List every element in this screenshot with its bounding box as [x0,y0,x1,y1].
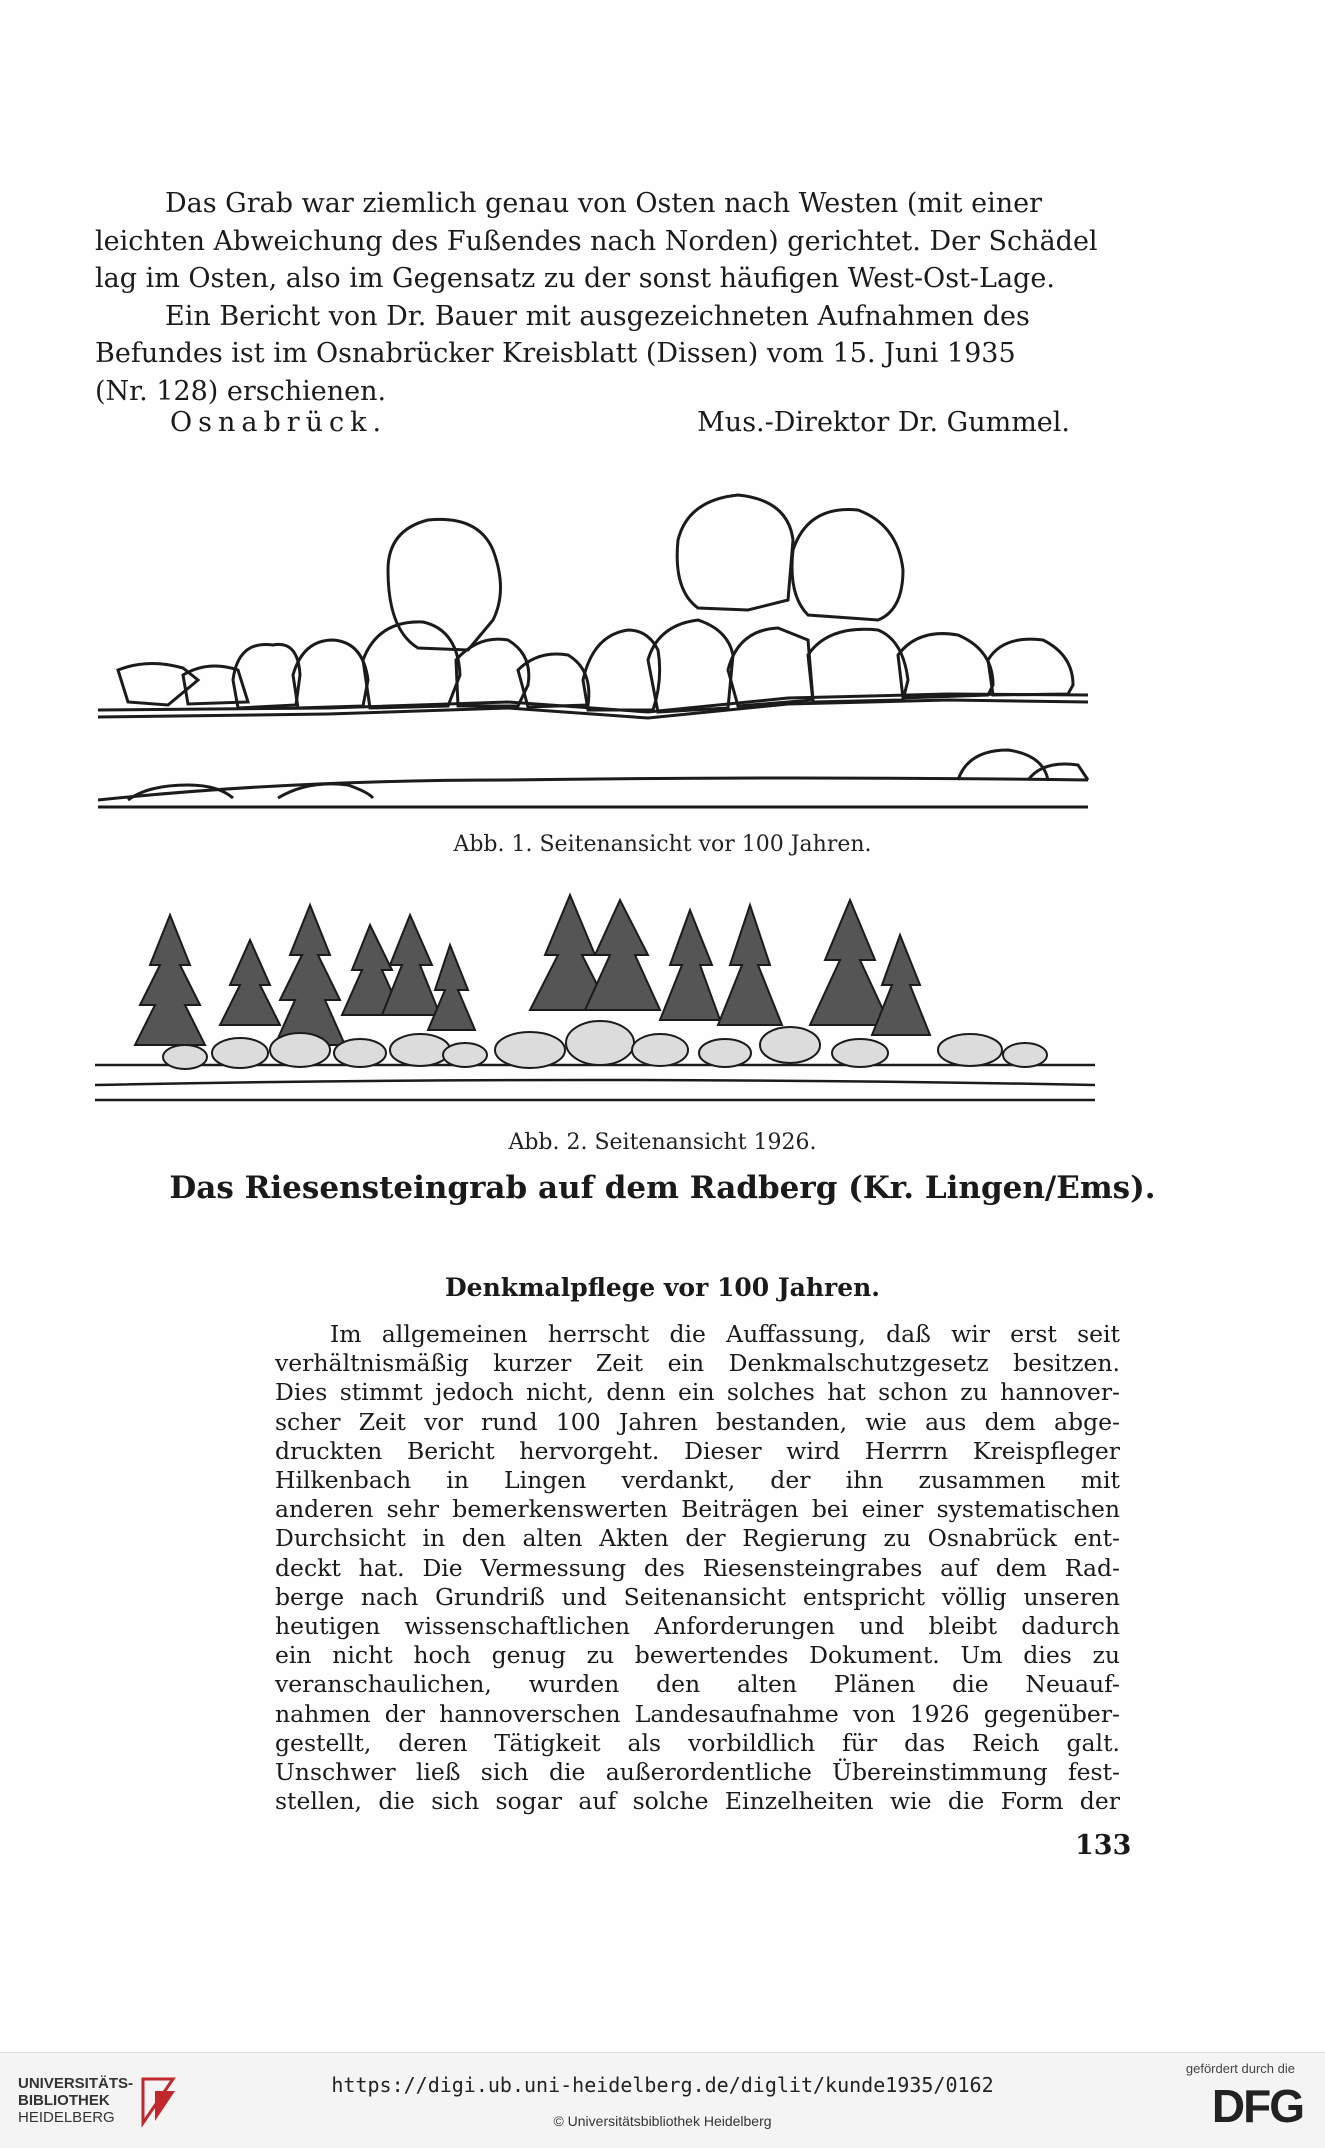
text-line: Unschwer ließ sich die außerordentliche Übereinstimmung fest- [275,1758,1120,1787]
body-paragraph [275,1320,1120,1816]
signature-row [170,407,1070,438]
text-line: Das Grab war ziemlich genau von Osten nach Westen (mit einer [165,188,1042,219]
text-line: Ein Bericht von Dr. Bauer mit ausgezeichneten Aufnahmen des [165,300,1030,332]
copyright-text: © Universitätsbibliothek Heidelberg [553,2113,772,2129]
text-line: druckten Bericht hervorgeht. Dieser wird Herrrn Kreispfleger [275,1436,1120,1465]
library-name-line: UNIVERSITÄTS- [18,2075,134,2092]
text-line: nahmen der hannoverschen Landesaufnahme von 1926 gegenüber- [275,1699,1120,1728]
signature-place: Osnabrück. [170,407,388,438]
text-line: berge nach Grundriß und Seitenansicht entspricht völlig unseren [275,1582,1120,1611]
figure-2-drawing [90,885,1100,1110]
text-line: (Nr. 128) erschienen. [95,375,387,407]
library-name-line: BIBLIOTHEK [18,2092,110,2109]
figure-2-caption: Abb. 2. Seitenansicht 1926. [508,1130,817,1155]
section-title: Denkmalpflege vor 100 Jahren. [444,1273,880,1302]
signature-author: Mus.-Direktor Dr. Gummel. [697,407,1070,438]
footer-bar [0,2052,1325,2148]
text-line: deckt hat. Die Vermessung des Riesensteingrabes auf dem Rad- [275,1553,1120,1582]
figure-1-caption: Abb. 1. Seitenansicht vor 100 Jahren. [453,832,872,857]
text-line: Dies stimmt jedoch nicht, denn ein solches hat schon zu hannover- [275,1378,1120,1407]
permalink-url[interactable]: https://digi.ub.uni-heidelberg.de/diglit/kunde1935/0162 [331,2073,994,2097]
main-title: Das Riesensteingrab auf dem Radberg (Kr. Lingen/Ems). [169,1170,1156,1206]
intro-paragraph [95,185,1105,410]
text-line: leichten Abweichung des Fußendes nach Norden) gerichtet. Der Schädel [95,225,1098,257]
funded-by-text: gefördert durch die [1185,2061,1295,2076]
text-line: ein nicht hoch genug zu bewertendes Dokument. Um dies zu [275,1641,1120,1670]
page-number: 133 [1075,1830,1132,1861]
text-line: verhältnismäßig kurzer Zeit ein Denkmalschutzgesetz besitzen. [275,1349,1120,1378]
figure-1-drawing [88,480,1098,810]
text-line: Befundes ist im Osnabrücker Kreisblatt (Dissen) vom 15. Juni 1935 [95,338,1016,369]
dfg-logo[interactable]: DFG [1211,2080,1303,2132]
text-line: Durchsicht in den alten Akten der Regierung zu Osnabrück ent- [275,1524,1120,1553]
text-line: veranschaulichen, wurden den alten Plänen die Neuauf- [275,1670,1120,1699]
text-line: gestellt, deren Tätigkeit als vorbildlich für das Reich galt. [275,1728,1120,1757]
text-line: heutigen wissenschaftlichen Anforderungen und bleibt dadurch [275,1612,1120,1641]
text-line: Hilkenbach in Lingen verdankt, der ihn zusammen mit [275,1466,1120,1495]
text-line: stellen, die sich sogar auf solche Einzelheiten wie die Form der [275,1787,1120,1816]
text-line: scher Zeit vor rund 100 Jahren bestanden, wie aus dem abge- [275,1407,1120,1436]
text-line: anderen sehr bemerkenswerten Beiträgen bei einer systematischen [275,1495,1120,1524]
library-name-line: HEIDELBERG [18,2109,115,2126]
text-line: Im allgemeinen herrscht die Auffassung, daß wir erst seit [330,1320,1120,1348]
text-line: lag im Osten, also im Gegensatz zu der sonst häufigen West-Ost-Lage. [95,263,1055,294]
